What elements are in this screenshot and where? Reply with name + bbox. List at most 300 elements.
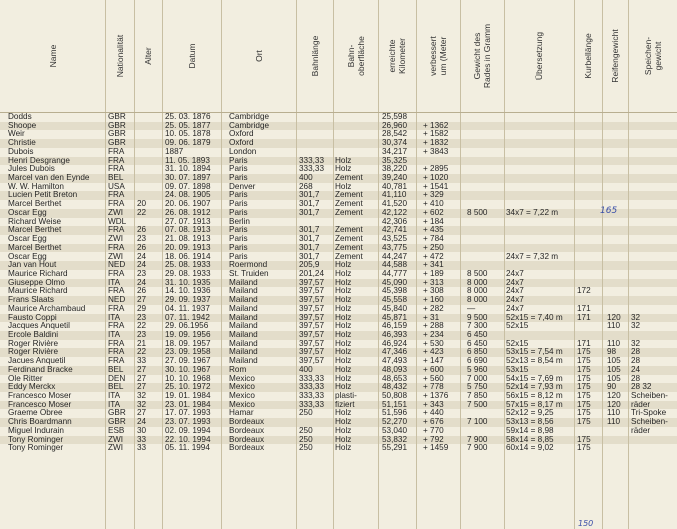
- table-cell-date: 31. 10. 1935: [165, 277, 211, 287]
- table-cell-tyre: 105: [607, 364, 621, 374]
- table-cell-weight: 9 500: [467, 312, 488, 322]
- table-cell-spokes: Tri-Spoke: [631, 408, 667, 418]
- table-cell-nat: FRA: [108, 155, 125, 165]
- table-cell-surface: Holz: [335, 408, 352, 418]
- table-cell-weight: 7 900: [467, 434, 488, 444]
- table-cell-date: 11. 05. 1893: [165, 155, 210, 165]
- table-cell-nat: BEL: [108, 382, 124, 392]
- table-cell-place: Mexico: [229, 391, 255, 401]
- table-cell-crank: 175: [577, 364, 591, 374]
- table-cell-place: Paris: [229, 251, 248, 261]
- table-cell-name: Miguel Indurain: [8, 425, 64, 435]
- table-cell-date: 30. 07. 1897: [165, 173, 211, 183]
- table-cell-place: Mailand: [229, 303, 258, 313]
- table-cell-nat: FRA: [108, 225, 125, 235]
- table-cell-nat: GBR: [108, 417, 126, 427]
- table-cell-crank: 175: [577, 417, 591, 427]
- table-cell-nat: ZWI: [108, 234, 124, 244]
- table-cell-name: Oscar Egg: [8, 234, 47, 244]
- table-cell-name: Graeme Obree: [8, 408, 63, 418]
- table-cell-track: 333,33: [299, 391, 325, 401]
- table-cell-nat: FRA: [108, 286, 125, 296]
- table-cell-improved: + 560: [423, 373, 444, 383]
- table-cell-improved: + 778: [423, 382, 444, 392]
- table-cell-place: Paris: [229, 173, 248, 183]
- table-cell-improved: + 3843: [423, 146, 449, 156]
- table-cell-weight: 8 000: [467, 286, 488, 296]
- table-cell-track: 301,7: [299, 251, 320, 261]
- table-cell-nat: FRA: [108, 199, 125, 209]
- column-header-tyre: [602, 0, 628, 112]
- table-cell-surface: Holz: [335, 164, 352, 174]
- table-cell-nat: FRA: [108, 303, 125, 313]
- table-cell-crank: 171: [577, 312, 591, 322]
- table-cell-place: Mexico: [229, 382, 255, 392]
- table-cell-date: 29. 09. 1937: [165, 295, 211, 305]
- table-cell-improved: + 184: [423, 216, 444, 226]
- table-cell-gear: 52x15 = 7,40 m: [506, 312, 563, 322]
- table-cell-improved: + 1376: [423, 391, 449, 401]
- table-cell-name: Ercole Baldini: [8, 330, 59, 339]
- table-cell-improved: + 423: [423, 347, 444, 357]
- table-cell-tyre: 110: [607, 417, 621, 427]
- table-cell-weight: 7 500: [467, 399, 488, 409]
- table-cell-surface: Holz: [335, 356, 352, 366]
- table-cell-name: Christie: [8, 138, 36, 148]
- column-header-label: erreichte Kilometer: [387, 38, 407, 74]
- table-cell-nat: USA: [108, 181, 125, 191]
- table-cell-nat: FRA: [108, 242, 125, 252]
- table-cell-gear: 60x14 = 9,02: [506, 443, 554, 453]
- table-cell-crank: 171: [577, 338, 591, 348]
- table-cell-track: 400: [299, 173, 313, 183]
- table-cell-date: 31. 10. 1894: [165, 164, 211, 174]
- table-cell-name: Jan van Hout: [8, 260, 57, 270]
- table-cell-place: Mailand: [229, 312, 258, 322]
- table-cell-name: Tony Rominger: [8, 434, 64, 444]
- table-cell-crank: 175: [577, 443, 591, 453]
- table-cell-place: Mailand: [229, 295, 258, 305]
- table-cell-place: Paris: [229, 190, 248, 200]
- table-cell-spokes: 28 32: [631, 382, 652, 392]
- table-cell-place: Paris: [229, 199, 248, 209]
- table-cell-spokes: 28: [631, 347, 641, 357]
- table-cell-km: 38,220: [382, 164, 408, 174]
- table-cell-name: Dodds: [8, 112, 32, 121]
- table-cell-age: 24: [137, 260, 147, 270]
- table-cell-nat: WDL: [108, 216, 127, 226]
- table-cell-km: 45,871: [382, 312, 408, 322]
- table-cell-improved: + 792: [423, 434, 444, 444]
- table-cell-km: 46,159: [382, 321, 408, 331]
- table-cell-tyre: 110: [607, 321, 621, 331]
- table-cell-place: Mailand: [229, 338, 258, 348]
- table-cell-improved: + 410: [423, 199, 444, 209]
- table-cell-improved: + 31: [423, 312, 440, 322]
- table-cell-surface: Holz: [335, 364, 352, 374]
- table-cell-gear: 59x14 = 8,98: [506, 425, 554, 435]
- table-cell-date: 18. 09. 1957: [165, 338, 211, 348]
- table-cell-date: 23. 09. 1958: [165, 347, 211, 357]
- table-cell-name: Fausto Coppi: [8, 312, 57, 322]
- table-cell-gear: 34x7 = 7,22 m: [506, 207, 559, 217]
- table-cell-track: 250: [299, 443, 313, 453]
- table-cell-surface: Holz: [335, 382, 352, 392]
- table-cell-age: 33: [137, 443, 147, 453]
- table-cell-km: 41,110: [382, 190, 407, 200]
- table-cell-km: 39,240: [382, 173, 408, 183]
- table-cell-gear: 52x12 = 9,25: [506, 408, 554, 418]
- table-cell-name: Frans Slaats: [8, 295, 54, 305]
- table-cell-place: Mexico: [229, 373, 255, 383]
- table-cell-track: 333,33: [299, 164, 325, 174]
- table-cell-surface: Holz: [335, 312, 352, 322]
- table-cell-place: London: [229, 146, 257, 156]
- handwritten-note: 165: [600, 206, 618, 216]
- column-header-label: Gewicht des Rades in Gramm: [472, 23, 492, 89]
- table-cell-nat: BEL: [108, 364, 124, 374]
- table-cell-surface: Holz: [335, 330, 352, 339]
- column-header-label: Datum: [186, 43, 197, 69]
- table-cell-age: 30: [137, 425, 147, 435]
- table-cell-km: 45,840: [382, 303, 408, 313]
- table-cell-surface: Holz: [335, 286, 352, 296]
- table-cell-improved: + 160: [423, 295, 444, 305]
- table-cell-surface: Holz: [335, 417, 352, 427]
- table-cell-place: Mailand: [229, 321, 258, 331]
- column-header-label: Bahnlänge: [309, 35, 320, 77]
- table-cell-surface: Holz: [335, 277, 352, 287]
- table-cell-name: Maurice Richard: [8, 268, 68, 278]
- table-cell-crank: 175: [577, 408, 591, 418]
- table-cell-name: Jacques Anquetil: [8, 321, 70, 331]
- table-cell-place: St. Truiden: [229, 268, 269, 278]
- table-cell-name: Lucien Petit Breton: [8, 190, 78, 200]
- table-cell-date: 07. 11. 1942: [165, 312, 210, 322]
- table-cell-crank: 175: [577, 434, 591, 444]
- table-cell-age: 22: [137, 207, 147, 217]
- table-cell-age: 23: [137, 268, 147, 278]
- table-cell-nat: ESB: [108, 425, 125, 435]
- table-cell-date: 1887: [165, 146, 184, 156]
- table-cell-track: 301,7: [299, 242, 320, 252]
- table-cell-place: Paris: [229, 164, 248, 174]
- table-cell-gear: 24x7 = 7,32 m: [506, 251, 559, 261]
- table-cell-date: 04. 11. 1937: [165, 303, 210, 313]
- table-cell-place: Bordeaux: [229, 434, 265, 444]
- table-cell-km: 42,306: [382, 216, 408, 226]
- table-cell-improved: + 1541: [423, 181, 449, 191]
- table-cell-gear: 53x15 = 7,54 m: [506, 347, 563, 357]
- table-cell-date: 18. 06. 1914: [165, 251, 211, 261]
- table-cell-name: Roger Rivière: [8, 347, 59, 357]
- table-cell-age: 27: [137, 373, 147, 383]
- column-header-label: Ort: [253, 50, 264, 62]
- table-cell-km: 48,653: [382, 373, 408, 383]
- table-cell-track: 301,7: [299, 234, 320, 244]
- table-cell-place: Bordeaux: [229, 443, 265, 453]
- table-cell-date: 29. 06.1956: [165, 321, 209, 331]
- table-cell-place: Mexico: [229, 399, 255, 409]
- table-cell-place: Mailand: [229, 286, 258, 296]
- table-cell-place: Paris: [229, 225, 248, 235]
- table-cell-place: Paris: [229, 242, 248, 252]
- table-cell-surface: Zement: [335, 199, 363, 209]
- table-cell-tyre: 105: [607, 373, 621, 383]
- table-cell-date: 17. 07. 1993: [165, 408, 211, 418]
- table-cell-km: 48,093: [382, 364, 408, 374]
- table-cell-date: 19. 09. 1956: [165, 330, 211, 339]
- table-cell-km: 28,542: [382, 129, 408, 139]
- table-cell-tyre: 120: [607, 391, 621, 401]
- table-cell-name: Maurice Richard: [8, 286, 68, 296]
- table-cell-nat: ITA: [108, 391, 121, 401]
- table-cell-weight: 7 100: [467, 417, 488, 427]
- table-cell-spokes: Scheiben-: [631, 417, 668, 427]
- table-cell-place: Paris: [229, 207, 248, 217]
- table-cell-date: 05. 11. 1994: [165, 443, 210, 453]
- table-cell-km: 45,398: [382, 286, 408, 296]
- table-cell-age: 22: [137, 347, 147, 357]
- table-cell-track: 397,57: [299, 277, 325, 287]
- table-cell-nat: ZWI: [108, 251, 124, 261]
- table-cell-spokes: 32: [631, 338, 641, 348]
- table-cell-spokes: 28: [631, 356, 641, 366]
- table-cell-crank: 175: [577, 347, 591, 357]
- table-cell-date: 25. 05. 1877: [165, 120, 211, 130]
- table-cell-place: Cambridge: [229, 112, 270, 121]
- table-cell-improved: + 435: [423, 225, 444, 235]
- table-cell-improved: + 1582: [423, 129, 449, 139]
- table-cell-surface: Zement: [335, 190, 363, 200]
- table-cell-age: 23: [137, 330, 147, 339]
- table-cell-date: 27. 07. 1913: [165, 216, 211, 226]
- table-cell-km: 35,325: [382, 155, 408, 165]
- table-cell-age: 21: [137, 338, 147, 348]
- table-cell-date: 22. 10. 1994: [165, 434, 211, 444]
- column-header-spokes: [628, 0, 677, 112]
- table-cell-name: Francesco Moser: [8, 391, 72, 401]
- table-cell-surface: Holz: [335, 347, 352, 357]
- table-cell-date: 02. 09. 1994: [165, 425, 211, 435]
- table-cell-km: 44,588: [382, 260, 408, 270]
- table-cell-track: 397,57: [299, 295, 325, 305]
- column-header-weight: [460, 0, 504, 112]
- table-cell-track: 397,57: [299, 338, 325, 348]
- table-cell-date: 23. 01. 1984: [165, 399, 211, 409]
- table-cell-gear: 24x7: [506, 303, 524, 313]
- table-cell-improved: + 1459: [423, 443, 449, 453]
- table-cell-name: Roger Rivière: [8, 338, 59, 348]
- table-cell-age: 23: [137, 234, 147, 244]
- table-cell-age: 26: [137, 242, 147, 252]
- table-cell-spokes: räder: [631, 425, 651, 435]
- table-cell-nat: ZWI: [108, 434, 124, 444]
- table-cell-surface: Holz: [335, 434, 352, 444]
- table-cell-date: 25. 03. 1876: [165, 112, 211, 121]
- table-cell-weight: 6 450: [467, 338, 488, 348]
- table-cell-age: 26: [137, 286, 147, 296]
- table-cell-name: Ferdinand Bracke: [8, 364, 73, 374]
- table-cell-improved: + 600: [423, 364, 444, 374]
- table-cell-gear: 53x15: [506, 364, 529, 374]
- table-cell-track: 201,24: [299, 268, 325, 278]
- table-cell-surface: Holz: [335, 373, 352, 383]
- table-cell-date: 30. 10. 1967: [165, 364, 211, 374]
- table-cell-track: 397,57: [299, 330, 325, 339]
- table-cell-name: Marcel van den Eynde: [8, 173, 90, 183]
- table-cell-improved: + 288: [423, 321, 444, 331]
- table-cell-km: 48,432: [382, 382, 408, 392]
- table-cell-track: 397,57: [299, 321, 325, 331]
- table-cell-place: Roermond: [229, 260, 268, 270]
- table-cell-km: 44,777: [382, 268, 408, 278]
- table-cell-km: 45,090: [382, 277, 408, 287]
- table-cell-gear: 52x15: [506, 321, 529, 331]
- table-cell-name: Shoope: [8, 120, 37, 130]
- table-cell-improved: + 676: [423, 417, 444, 427]
- table-cell-gear: 52x14 = 7,93 m: [506, 382, 563, 392]
- table-cell-tyre: 90: [607, 382, 617, 392]
- table-cell-track: 301,7: [299, 190, 320, 200]
- table-cell-nat: FRA: [108, 268, 125, 278]
- table-cell-age: 22: [137, 321, 147, 331]
- table-cell-place: Oxford: [229, 129, 254, 139]
- table-cell-weight: 6 450: [467, 330, 488, 339]
- table-cell-name: Oscar Egg: [8, 251, 47, 261]
- table-cell-gear: 52x13 = 8,54 m: [506, 356, 563, 366]
- table-cell-gear: 24x7: [506, 268, 524, 278]
- table-cell-age: 33: [137, 356, 147, 366]
- table-cell-weight: 8 000: [467, 295, 488, 305]
- table-cell-surface: Holz: [335, 321, 352, 331]
- table-cell-surface: Zement: [335, 251, 363, 261]
- table-cell-spokes: 32: [631, 321, 641, 331]
- table-cell-nat: ITA: [108, 399, 121, 409]
- table-cell-track: 205,9: [299, 260, 320, 270]
- column-header-label: Kurbellänge: [583, 33, 593, 79]
- handwritten-note: 150: [578, 519, 594, 528]
- table-cell-improved: + 440: [423, 408, 444, 418]
- table-cell-gear: 57x15 = 8,17 m: [506, 399, 563, 409]
- table-cell-weight: 6 850: [467, 347, 488, 357]
- table-cell-tyre: 105: [607, 356, 621, 366]
- table-cell-place: Mailand: [229, 330, 258, 339]
- table-cell-track: 333,33: [299, 373, 325, 383]
- table-cell-improved: + 282: [423, 303, 444, 313]
- table-cell-age: 24: [137, 417, 147, 427]
- table-cell-place: Cambridge: [229, 120, 270, 130]
- table-cell-surface: Zement: [335, 173, 363, 183]
- table-cell-weight: 7 300: [467, 321, 488, 331]
- table-cell-km: 46,924: [382, 338, 408, 348]
- column-header-improved: [416, 0, 460, 112]
- table-cell-spokes: räder: [631, 399, 651, 409]
- table-cell-track: 333,33: [299, 382, 325, 392]
- table-cell-gear: 54x15 = 7,69 m: [506, 373, 563, 383]
- table-cell-spokes: Scheiben-: [631, 391, 668, 401]
- table-cell-nat: FRA: [108, 164, 125, 174]
- table-cell-km: 50,808: [382, 391, 408, 401]
- table-cell-surface: Holz: [335, 338, 352, 348]
- table-cell-km: 53,040: [382, 425, 408, 435]
- table-cell-date: 10. 05. 1878: [165, 129, 211, 139]
- table-cell-date: 27. 09. 1967: [165, 356, 211, 366]
- column-header-name: [0, 0, 105, 112]
- table-cell-date: 19. 01. 1984: [165, 391, 211, 401]
- table-cell-gear: 52x15: [506, 338, 529, 348]
- table-cell-improved: + 189: [423, 268, 444, 278]
- table-cell-nat: ITA: [108, 330, 121, 339]
- table-cell-km: 25,598: [382, 112, 408, 121]
- table-cell-surface: Holz: [335, 181, 352, 191]
- column-header-label: Nationalität: [114, 34, 125, 78]
- column-header-gear: [504, 0, 574, 112]
- table-cell-crank: 175: [577, 391, 591, 401]
- table-cell-date: 21. 08. 1913: [165, 234, 211, 244]
- table-cell-spokes: 24: [631, 364, 641, 374]
- table-cell-tyre: 120: [607, 312, 621, 322]
- table-cell-track: 301,7: [299, 225, 320, 235]
- column-header-date: [162, 0, 221, 112]
- table-cell-weight: 7 000: [467, 373, 488, 383]
- table-cell-gear: 53x13 = 8,56: [506, 417, 554, 427]
- table-cell-crank: 172: [577, 286, 591, 296]
- table-cell-gear: 24x7: [506, 295, 524, 305]
- table-cell-name: Marcel Berthet: [8, 199, 62, 209]
- table-cell-name: Weir: [8, 129, 25, 139]
- table-cell-weight: 7 900: [467, 443, 488, 453]
- table-cell-name: Richard Weise: [8, 216, 62, 226]
- table-cell-name: W. W. Hamilton: [8, 181, 64, 191]
- table-cell-name: Eddy Merckx: [8, 382, 56, 392]
- table-cell-nat: ZWI: [108, 443, 124, 453]
- table-cell-date: 20. 09. 1913: [165, 242, 211, 252]
- table-cell-place: Denver: [229, 181, 256, 191]
- table-cell-improved: + 308: [423, 286, 444, 296]
- table-cell-nat: FRA: [108, 338, 125, 348]
- table-cell-nat: ITA: [108, 312, 121, 322]
- table-cell-age: 27: [137, 364, 147, 374]
- table-cell-date: 25. 10. 1972: [165, 382, 211, 392]
- table-cell-age: 26: [137, 225, 147, 235]
- table-cell-age: 32: [137, 399, 147, 409]
- table-cell-nat: BEL: [108, 173, 124, 183]
- table-cell-name: Jacues Anquetil: [8, 356, 66, 366]
- table-cell-name: Tony Rominger: [8, 443, 64, 453]
- column-header-label: Speichen- gewicht: [642, 36, 663, 76]
- table-cell-crank: 175: [577, 373, 591, 383]
- table-cell-place: Rom: [229, 364, 247, 374]
- table-cell-surface: Zement: [335, 207, 363, 217]
- table-cell-place: Mailand: [229, 347, 258, 357]
- table-cell-nat: ITA: [108, 277, 121, 287]
- table-cell-km: 53,832: [382, 434, 408, 444]
- table-cell-surface: Zement: [335, 225, 363, 235]
- table-cell-place: Berlin: [229, 216, 250, 226]
- table-cell-age: 24: [137, 277, 147, 287]
- table-cell-gear: 24x7: [506, 286, 524, 296]
- table-cell-track: 250: [299, 434, 313, 444]
- table-cell-km: 40,781: [382, 181, 408, 191]
- table-cell-date: 09. 06. 1879: [165, 138, 211, 148]
- table-cell-nat: DEN: [108, 373, 126, 383]
- table-cell-name: Oscar Egg: [8, 207, 47, 217]
- column-header-age: [134, 0, 162, 112]
- table-cell-weight: 7 850: [467, 391, 488, 401]
- table-cell-name: Chris Boardmann: [8, 417, 72, 427]
- table-cell-track: 250: [299, 425, 313, 435]
